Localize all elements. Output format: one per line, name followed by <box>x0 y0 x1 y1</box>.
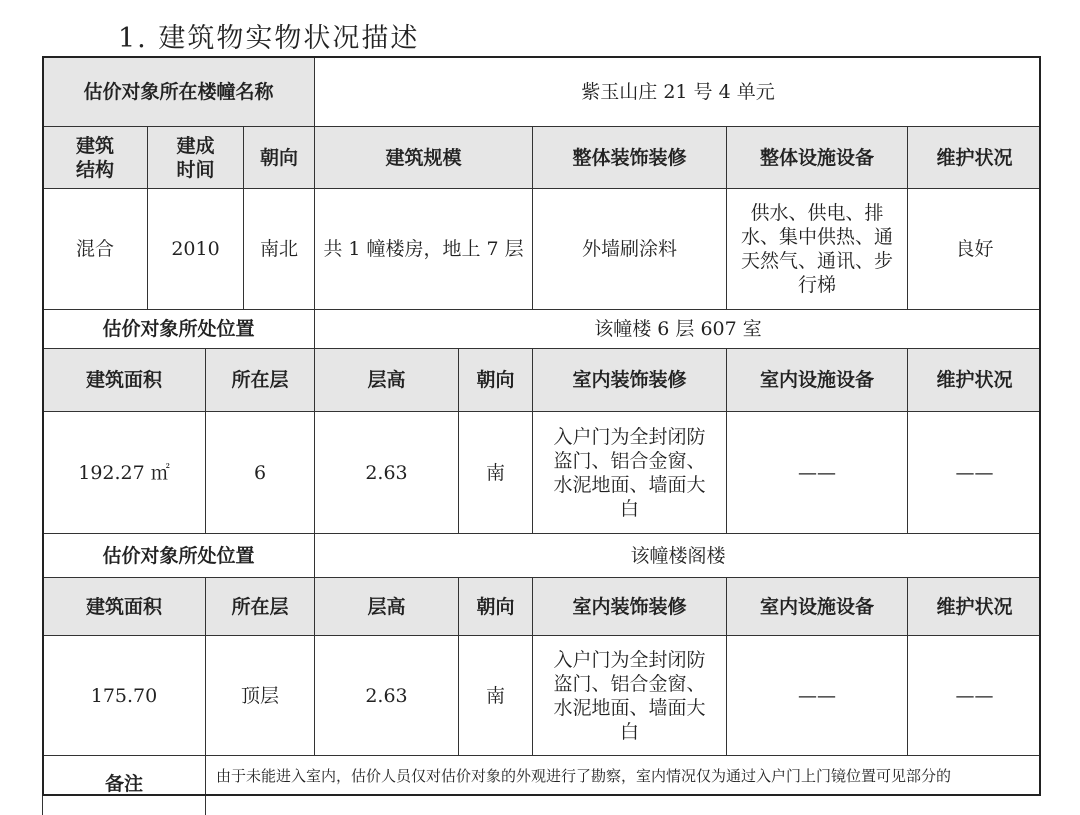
section-title: 1. 建筑物实物状况描述 <box>118 23 420 54</box>
building-name-value: 紫玉山庄 21 号 4 单元 <box>314 56 1041 126</box>
header-built-year: 建成 时间 <box>147 126 243 188</box>
unit1-value-orientation: 南 <box>458 411 532 533</box>
unit2-value-facilities: —— <box>726 635 907 755</box>
header-maintenance: 维护状况 <box>907 126 1041 188</box>
unit1-value-area: 192.27 ㎡ <box>42 411 205 533</box>
unit2-header-floor: 所在层 <box>205 577 314 635</box>
unit1-header-floor: 所在层 <box>205 348 314 411</box>
property-table <box>42 56 1041 796</box>
remark-label: 备注 <box>42 755 205 815</box>
value-scale: 共 1 幢楼房，地上 7 层 <box>314 188 532 309</box>
unit2-value-floor: 顶层 <box>205 635 314 755</box>
unit2-header-orientation: 朝向 <box>458 577 532 635</box>
unit2-location-label: 估价对象所处位置 <box>42 533 314 577</box>
unit1-value-decoration: 入户门为全封闭防盗门、铝合金窗、水泥地面、墙面大白 <box>532 411 726 533</box>
unit2-value-decoration: 入户门为全封闭防盗门、铝合金窗、水泥地面、墙面大白 <box>532 635 726 755</box>
unit2-header-facilities: 室内设施设备 <box>726 577 907 635</box>
value-maintenance: 良好 <box>907 188 1041 309</box>
unit1-location-value: 该幢楼 6 层 607 室 <box>314 309 1041 348</box>
value-built-year: 2010 <box>147 188 243 309</box>
unit2-value-height: 2.63 <box>314 635 458 755</box>
unit1-header-decoration: 室内装饰装修 <box>532 348 726 411</box>
unit1-value-maintenance: —— <box>907 411 1041 533</box>
value-exterior-decoration: 外墙刷涂料 <box>532 188 726 309</box>
building-name-label: 估价对象所在楼幢名称 <box>42 56 314 126</box>
header-facilities: 整体设施设备 <box>726 126 907 188</box>
unit1-header-maintenance: 维护状况 <box>907 348 1041 411</box>
value-facilities: 供水、供电、排水、集中供热、通天然气、通讯、步行梯 <box>726 188 907 309</box>
header-orientation: 朝向 <box>243 126 314 188</box>
value-orientation: 南北 <box>243 188 314 309</box>
unit2-value-orientation: 南 <box>458 635 532 755</box>
unit1-value-floor: 6 <box>205 411 314 533</box>
unit2-location-value: 该幢楼阁楼 <box>314 533 1041 577</box>
unit2-value-maintenance: —— <box>907 635 1041 755</box>
unit2-header-height: 层高 <box>314 577 458 635</box>
unit2-header-maintenance: 维护状况 <box>907 577 1041 635</box>
unit1-header-area: 建筑面积 <box>42 348 205 411</box>
unit1-header-height: 层高 <box>314 348 458 411</box>
value-structure: 混合 <box>42 188 147 309</box>
unit1-value-facilities: —— <box>726 411 907 533</box>
unit1-value-height: 2.63 <box>314 411 458 533</box>
unit1-header-orientation: 朝向 <box>458 348 532 411</box>
remark-text: 由于未能进入室内，估价人员仅对估价对象的外观进行了勘察，室内情况仅为通过入户门上门镜位置可见部分的 <box>205 755 1041 815</box>
header-exterior-decoration: 整体装饰装修 <box>532 126 726 188</box>
unit1-header-facilities: 室内设施设备 <box>726 348 907 411</box>
unit2-value-area: 175.70 <box>42 635 205 755</box>
unit1-location-label: 估价对象所处位置 <box>42 309 314 348</box>
header-scale: 建筑规模 <box>314 126 532 188</box>
header-structure: 建筑 结构 <box>42 126 147 188</box>
unit2-header-decoration: 室内装饰装修 <box>532 577 726 635</box>
unit2-header-area: 建筑面积 <box>42 577 205 635</box>
